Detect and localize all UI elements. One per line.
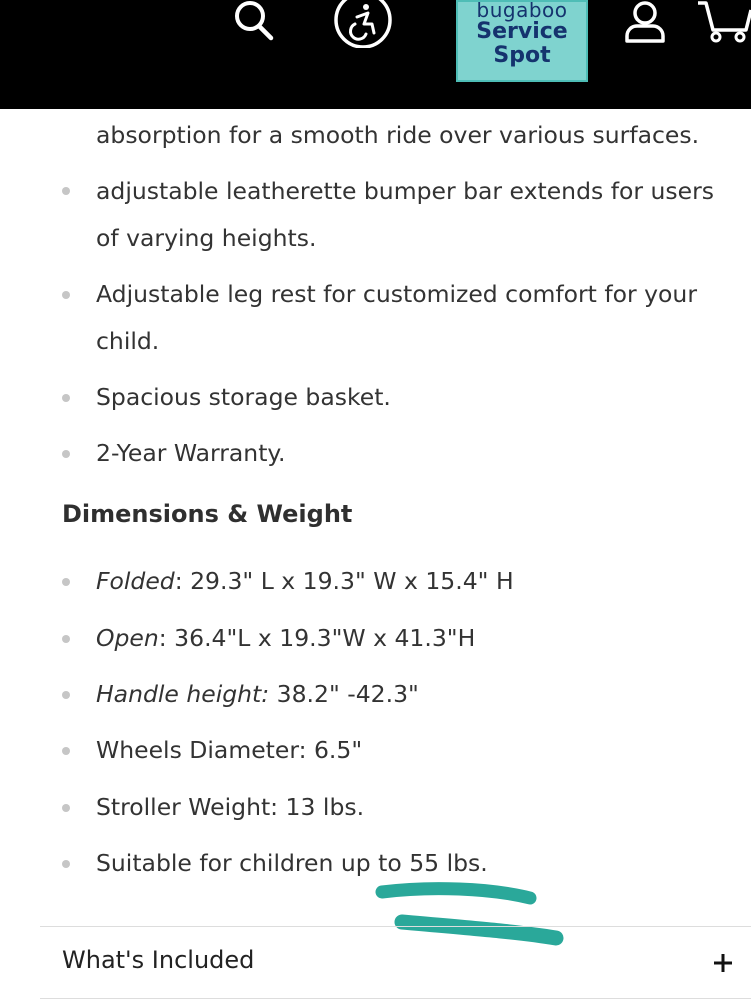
dimensions-heading: Dimensions & Weight	[62, 500, 353, 528]
feature-text-continued: absorption for a smooth ride over various surfaces.	[96, 121, 700, 149]
divider	[40, 998, 751, 999]
bullet	[62, 187, 70, 195]
site-header	[0, 0, 751, 109]
bullet	[62, 804, 70, 812]
feature-item: 2-Year Warranty.	[96, 439, 286, 467]
dimension-sep: :	[158, 624, 167, 652]
dimension-label: Handle height:	[96, 680, 270, 708]
search-icon[interactable]	[230, 0, 276, 44]
bugaboo-service-spot-logo[interactable]	[456, 0, 588, 82]
dimension-item-open	[96, 615, 726, 662]
feature-item: Spacious storage basket.	[96, 383, 391, 411]
logo-line-service: Service	[476, 19, 568, 44]
dimension-item-capacity: Suitable for children up to 55 lbs.	[96, 849, 488, 877]
cart-icon[interactable]	[696, 0, 751, 46]
bullet	[62, 691, 70, 699]
dimension-sep: :	[174, 567, 183, 595]
feature-item: Adjustable leg rest for customized comfort for your child.	[96, 280, 697, 355]
bullet	[62, 394, 70, 402]
bullet	[62, 291, 70, 299]
accessibility-icon[interactable]	[332, 0, 394, 48]
highlight-scribble	[360, 868, 580, 958]
bullet	[62, 635, 70, 643]
dimension-label: Folded	[96, 567, 175, 595]
bullet	[62, 450, 70, 458]
dimension-value: 36.4"L x 19.3"W x 41.3"H	[166, 624, 476, 652]
dimension-value: 38.2" -42.3"	[269, 680, 419, 708]
dimension-item-handle	[96, 671, 726, 718]
feature-item: adjustable leatherette bumper bar extends for users of varying heights.	[96, 177, 714, 252]
bullet	[62, 747, 70, 755]
dimension-item-wheels: Wheels Diameter: 6.5"	[96, 736, 363, 764]
plus-icon[interactable]	[712, 952, 734, 974]
bullet	[62, 860, 70, 868]
dimension-value: 29.3" L x 19.3" W x 15.4" H	[182, 567, 514, 595]
dimension-label: Open	[96, 624, 159, 652]
dimension-item-folded	[96, 558, 726, 605]
logo-brand: bugaboo	[476, 0, 568, 22]
logo-line-spot: Spot	[493, 43, 551, 68]
user-icon[interactable]	[622, 0, 668, 44]
dimension-item-weight: Stroller Weight: 13 lbs.	[96, 793, 365, 821]
bullet	[62, 578, 70, 586]
divider	[40, 926, 751, 927]
whats-included-toggle[interactable]: What's Included	[62, 946, 255, 974]
